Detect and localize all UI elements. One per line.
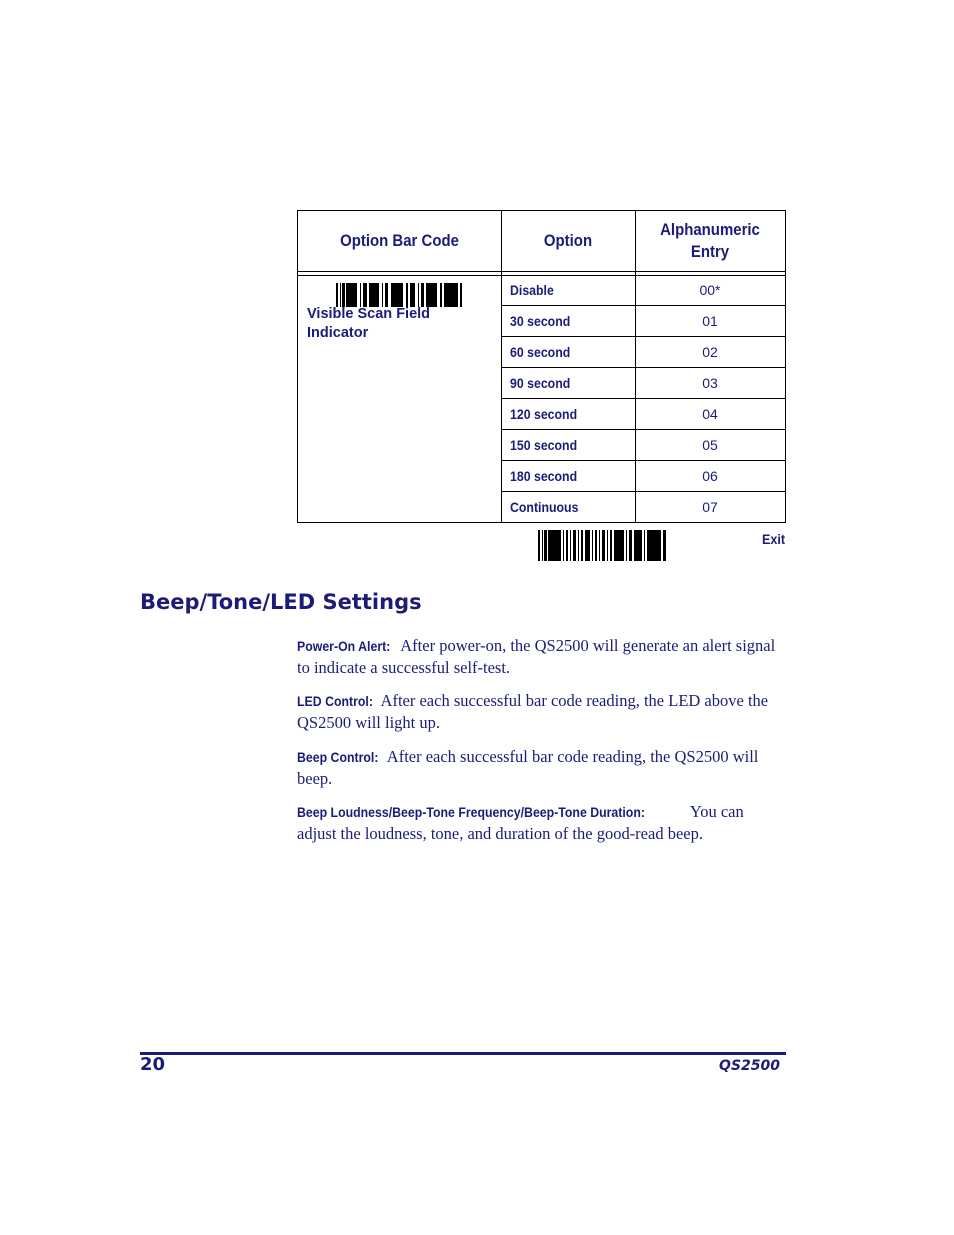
footer-rule (140, 1052, 786, 1055)
option-label: 150 second (510, 437, 578, 453)
table-row (501, 275, 785, 306)
option-code: 01 (702, 313, 718, 329)
table-row (501, 430, 785, 461)
header-option-bar-code: Option Bar Code (340, 231, 459, 250)
visible-scan-field-barcode (336, 283, 462, 307)
paragraph-led-control (297, 690, 786, 733)
page-number: 20 (140, 1054, 166, 1075)
option-code: 00* (699, 282, 721, 298)
table-divider (298, 271, 785, 272)
option-code: 07 (702, 499, 718, 515)
paragraph-lead: LED Control: (297, 693, 373, 709)
option-code: 05 (702, 437, 718, 453)
option-code: 02 (702, 344, 718, 360)
paragraph-text: You can adjust the loudness, tone, and duration of the good-read beep. (297, 802, 744, 843)
exit-barcode (538, 530, 666, 561)
table-row (501, 368, 785, 399)
feature-label: Visible Scan Field Indicator (307, 306, 431, 341)
paragraph-power-on-alert (297, 635, 786, 678)
option-label: 180 second (510, 468, 578, 484)
option-label: 90 second (510, 375, 571, 391)
option-label: 120 second (510, 406, 578, 422)
paragraph-lead: Beep Loudness/Beep-Tone Frequency/Beep-Tone Duration: (297, 804, 645, 820)
exit-label: Exit (762, 531, 786, 547)
table-row (501, 461, 785, 492)
paragraph-lead: Power-On Alert: (297, 638, 391, 654)
option-table (297, 210, 786, 523)
table-row (501, 306, 785, 337)
table-row (501, 399, 785, 430)
option-code: 06 (702, 468, 718, 484)
header-alphanumeric-entry: Alphanumeric Entry (660, 220, 760, 261)
option-label: Disable (510, 282, 554, 298)
paragraph-text: After each successful bar code reading, the LED above the QS2500 will light up. (297, 691, 769, 732)
paragraph-text: After power-on, the QS2500 will generate an alert signal to indicate a successful self-test. (297, 636, 776, 677)
product-name: QS2500 (719, 1058, 780, 1074)
paragraph-beep-loudness (297, 801, 786, 844)
paragraph-beep-control (297, 746, 786, 789)
option-label: 60 second (510, 344, 571, 360)
table-row (501, 337, 785, 368)
paragraph-text: After each successful bar code reading, the QS2500 will beep. (297, 747, 759, 788)
option-label: 30 second (510, 313, 571, 329)
table-row (501, 492, 785, 523)
section-title: Beep/Tone/LED Settings (140, 590, 422, 614)
option-code: 04 (702, 406, 718, 422)
option-code: 03 (702, 375, 718, 391)
option-label: Continuous (510, 499, 579, 515)
paragraph-lead: Beep Control: (297, 749, 379, 765)
header-option: Option (543, 231, 593, 250)
